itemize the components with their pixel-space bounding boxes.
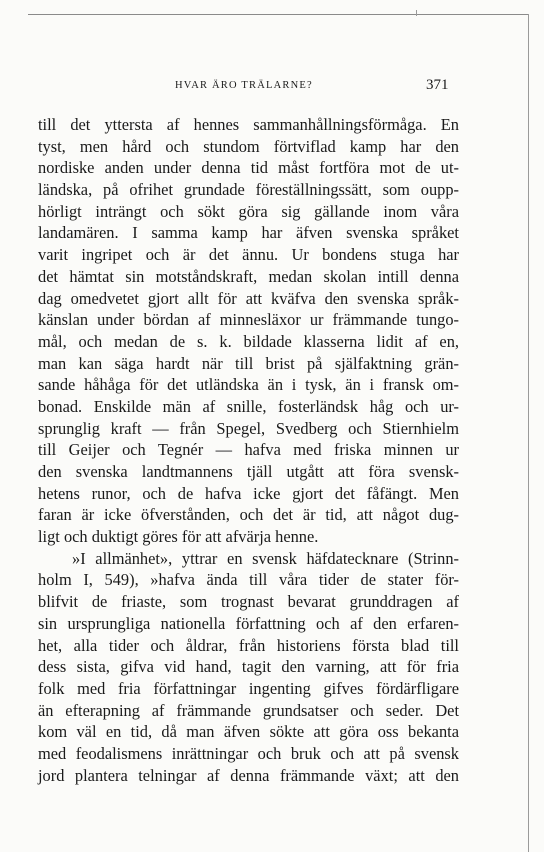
text-line: folk med fria författningar ingenting gifves fördärfligare xyxy=(38,678,459,698)
text-line: till det yttersta af hennes sammanhållningsförmåga. En xyxy=(38,115,459,134)
text-line: än efterapning af främmande grundsatser och seder. Det xyxy=(38,700,459,720)
running-head: HVAR ÄRO TRÄLARNE? xyxy=(175,80,313,91)
text-line: landamären. I samma kamp har äfven svenska språket xyxy=(38,223,459,243)
text-line: jord plantera telningar af denna främmande växt; att den xyxy=(38,765,459,785)
text-line: »I allmänhet», yttrar en svensk häfdatecknare (Strinn- xyxy=(72,548,459,568)
text-line: nordiske anden under denna tid måst fortföra mot de ut- xyxy=(38,158,459,178)
text-line: man kan säga hardt när till brist på själfaktning grän- xyxy=(38,353,459,373)
text-line: med feodalismens inrättningar och bruk och att på svensk xyxy=(38,743,459,763)
text-line: ländska, på ofrihet grundade föreställningssätt, som oupp- xyxy=(38,180,459,200)
text-line: sande håhåga för det utländska än i tysk, än i fransk om- xyxy=(38,375,459,395)
page-header xyxy=(0,77,544,97)
top-border-line xyxy=(28,14,528,15)
text-line: hetens runor, och de hafva icke gjort det fåfängt. Men xyxy=(38,483,459,503)
text-line: holm I, 549), »hafva ända till våra tider de stater för- xyxy=(38,570,459,590)
text-line: dag omedvetet gjort allt för att kväfva den svenska språk- xyxy=(38,288,459,308)
text-line: hörligt inträngt och sökt göra sig gällande inom våra xyxy=(38,201,459,221)
text-line: sprunglig kraft — från Spegel, Svedberg och Stiernhielm xyxy=(38,418,459,438)
page-number: 371 xyxy=(426,77,449,93)
text-line: dess sista, gifva vid hand, tagit den varning, att för fria xyxy=(38,657,459,677)
text-line: mål, och medan de s. k. bildade klasserna lidit af en, xyxy=(38,331,459,351)
text-line: kom väl en tid, då man äfven sökte att göra oss bekanta xyxy=(38,722,459,742)
right-border-line xyxy=(528,14,529,852)
text-line: till Geijer och Tegnér — hafva med friska minnen ur xyxy=(38,440,459,460)
text-line: het, alla tider och åldrar, från historiens första blad till xyxy=(38,635,459,655)
body-text xyxy=(38,114,459,786)
text-line: tyst, men hård och stundom förtviflad kamp har den xyxy=(38,136,459,156)
text-line: varit ingripet och är det ännu. Ur bondens stuga har xyxy=(38,245,459,265)
top-border-tick xyxy=(416,10,417,16)
text-line: det hämtat sin motståndskraft, medan skolan intill denna xyxy=(38,266,459,286)
text-line: känslan under bördan af minnesläxor ur främmande tungo- xyxy=(38,310,459,330)
text-line: faran är icke öfverstånden, och det är tid, att något dug- xyxy=(38,505,459,525)
text-line: sin ursprungliga nationella författning och af den erfaren- xyxy=(38,613,459,633)
text-line: bonad. Enskilde män af snille, fosterländsk håg och ur- xyxy=(38,396,459,416)
text-line: blifvit de friaste, som trognast bevarat grunddragen af xyxy=(38,592,459,612)
text-line: ligt och duktigt göres för att afvärja henne. xyxy=(38,527,319,547)
text-line: den svenska landtmannens tjäll utgått att föra svensk- xyxy=(38,462,459,481)
